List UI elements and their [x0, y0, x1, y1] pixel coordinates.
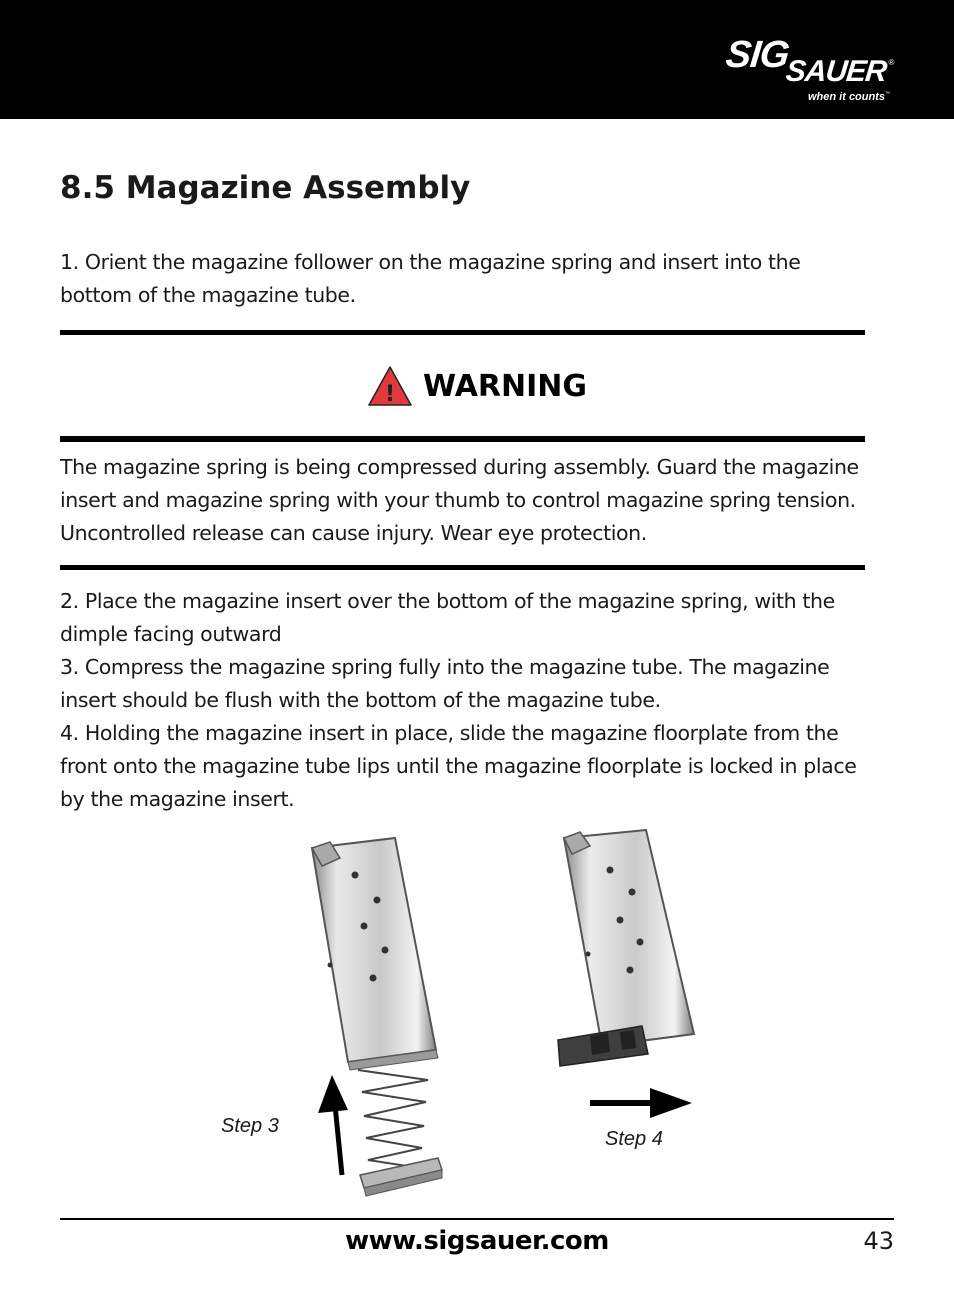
footer-rule — [60, 1218, 894, 1220]
page-header — [0, 0, 954, 119]
step-1-text: 1. Orient the magazine follower on the magazine spring and insert into the bottom of the magazine tube. — [60, 250, 801, 307]
logo-sauer-text: SAUER — [784, 55, 889, 88]
warning-bottom-rule — [60, 565, 865, 570]
logo-tagline-text: when it counts — [808, 91, 885, 103]
step-4-text: 4. Holding the magazine insert in place, slide the magazine floorplate from the front onto the magazine tube lips until the magazine floorplate is locked in place by the magazine insert. — [60, 721, 857, 811]
magazine-spring — [358, 1070, 428, 1168]
logo-registered-mark: ® — [888, 58, 894, 67]
warning-text: The magazine spring is being compressed during assembly. Guard the magazine insert and magazine spring with your thumb to control magazine spring tension. Uncontrolled release can cause injury. Wear eye protection. — [60, 455, 859, 545]
step-4-magazine-illustration — [550, 826, 710, 1126]
logo-sig-text: SIG — [723, 34, 791, 76]
logo-tagline — [808, 91, 890, 103]
warning-label: WARNING — [422, 368, 588, 404]
warning-top-rule — [60, 330, 865, 335]
section-title: 8.5 Magazine Assembly — [60, 170, 471, 206]
assembled-magazine-tube — [564, 830, 694, 1046]
warning-exclamation-glyph: ! — [384, 382, 395, 407]
step-2-text: 2. Place the magazine insert over the bottom of the magazine spring, with the dimple facing outward — [60, 589, 835, 646]
step-3-magazine-illustration — [300, 830, 460, 1210]
warning-heading — [0, 362, 954, 410]
step-4-caption: Step 4 — [605, 1128, 663, 1150]
step-3-caption: Step 3 — [221, 1115, 279, 1137]
logo-trademark: ™ — [885, 91, 890, 97]
page-number: 43 — [863, 1227, 894, 1255]
right-arrow-icon — [590, 1088, 692, 1118]
magazine-insert — [360, 1158, 442, 1196]
sig-sauer-logo — [723, 34, 896, 108]
magazine-floorplate — [558, 1026, 648, 1066]
magazine-tube — [312, 838, 438, 1070]
up-arrow-icon — [318, 1075, 348, 1175]
warning-triangle-icon — [367, 365, 413, 407]
warning-mid-rule — [60, 436, 865, 442]
step-3-text: 3. Compress the magazine spring fully into the magazine tube. The magazine insert should be flush with the bottom of the magazine tube. — [60, 655, 830, 712]
footer-website-url: www.sigsauer.com — [345, 1226, 609, 1256]
